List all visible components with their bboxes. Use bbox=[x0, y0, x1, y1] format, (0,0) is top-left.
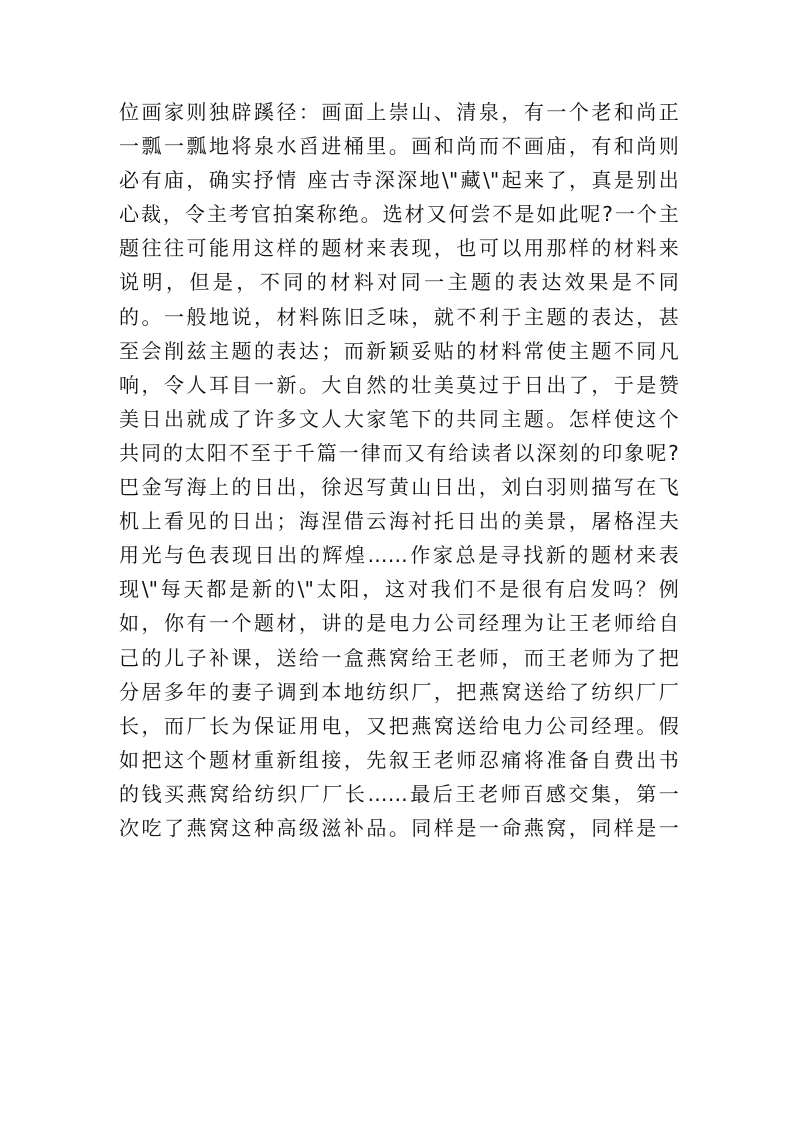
text-line: 一瓢一瓢地将泉水舀进桶里。画和尚而不画庙，有和尚则 bbox=[119, 134, 679, 159]
text-line: 分居多年的妻子调到本地纺织厂，把燕窝送给了纺织厂厂 bbox=[119, 679, 679, 704]
text-line: 位画家则独辟蹊径：画面上崇山、清泉，有一个老和尚正 bbox=[119, 100, 679, 124]
text-line: 巴金写海上的日出，徐迟写黄山日出，刘白羽则描写在飞 bbox=[119, 475, 679, 500]
text-line: 用光与色表现日出的辉煌……作家总是寻找新的题材来表 bbox=[119, 543, 679, 568]
text-line: 共同的太阳不至于千篇一律而又有给读者以深刻的印象呢? bbox=[119, 440, 679, 465]
text-line: 心裁，令主考官拍案称绝。选材又何尝不是如此呢?一个主 bbox=[119, 202, 679, 227]
text-line: 次吃了燕窝这种高级滋补品。同样是一命燕窝，同样是一 bbox=[119, 815, 679, 840]
text-line: 的。一般地说，材料陈旧乏味，就不利于主题的表达，甚 bbox=[119, 304, 679, 329]
text-line: 机上看见的日出；海涅借云海衬托日出的美景，屠格涅夫 bbox=[119, 509, 679, 534]
text-line: 的钱买燕窝给纺织厂厂长……最后王老师百感交集，第一 bbox=[119, 781, 679, 806]
text-line: 如把这个题材重新组接，先叙王老师忍痛将准备自费出书 bbox=[119, 747, 679, 772]
text-line: 说明，但是，不同的材料对同一主题的表达效果是不同 bbox=[119, 270, 679, 295]
text-line: 美日出就成了许多文人大家笔下的共同主题。怎样使这个 bbox=[119, 406, 679, 431]
text-line: 必有庙，确实抒情 座古寺深深地\"藏\"起来了，真是别出 bbox=[119, 168, 679, 193]
body-text bbox=[119, 95, 679, 845]
text-line: 己的儿子补课，送给一盒燕窝给王老师，而王老师为了把 bbox=[119, 645, 679, 670]
text-line: 响，令人耳目一新。大自然的壮美莫过于日出了，于是赞 bbox=[119, 372, 679, 397]
text-line: 如，你有一个题材，讲的是电力公司经理为让王老师给自 bbox=[119, 611, 679, 636]
text-line: 题往往可能用这样的题材来表现，也可以用那样的材料来 bbox=[119, 236, 679, 261]
text-line: 至会削兹主题的表达；而新颖妥贴的材料常使主题不同凡 bbox=[119, 338, 679, 363]
text-line: 长，而厂长为保证用电，又把燕窝送给电力公司经理。假 bbox=[119, 713, 679, 738]
text-line: 现\"每天都是新的\"太阳，这对我们不是很有启发吗？例 bbox=[119, 577, 679, 602]
